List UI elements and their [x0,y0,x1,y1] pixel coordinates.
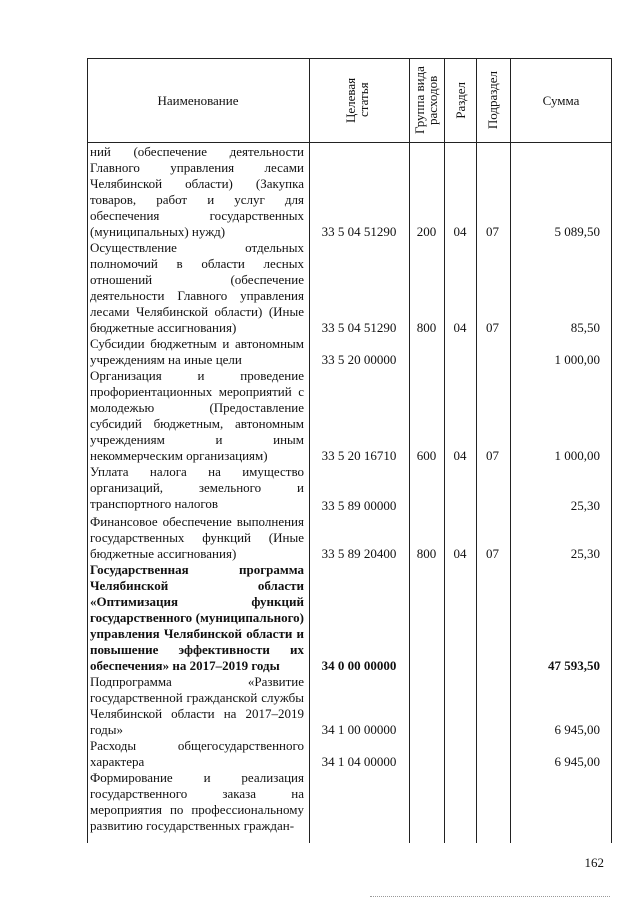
table-row-subsection: 07 [486,320,499,335]
table-row-subsection: 07 [486,224,499,239]
table-border-left [87,58,88,843]
header-section-cell [444,60,476,140]
page-number: 162 [584,855,604,870]
header-group-cell [409,60,444,140]
table-row-code: 33 5 89 00000 [321,498,397,513]
header-code-cell [310,60,408,140]
table-row-group: 600 [416,448,437,463]
table-row-subsection: 07 [486,448,499,463]
table-row-code: 33 5 20 00000 [321,352,397,367]
table-row-section: 04 [453,224,467,239]
table-row-name: Уплата налога на имущество организаций, земельного и транспортного налогов [90,464,304,511]
table-row-sum: 6 945,00 [554,722,600,737]
table-row-code: 34 0 00 00000 [321,658,397,673]
header-section: Раздел [452,81,468,119]
table-row-section: 04 [453,546,467,561]
table-row-name: Государственная программа Челябинской области «Оптимизация функций государственного (муниципального) управления Челябинской области и повышение эффективности их обеспечения» на 2017–2019 годы [90,562,304,673]
header-subsection: Подраздел [485,70,500,130]
header-sum: Сумма [542,93,580,108]
table-row-sum: 25,30 [570,546,600,561]
table-row-code: 33 5 20 16710 [321,448,397,463]
table-row-code: 33 5 04 51290 [321,320,397,335]
table-row-group: 800 [416,546,437,561]
header-subsection-cell [476,60,509,140]
header-code: Целевая статья [343,77,371,123]
table-row-code: 33 5 89 20400 [321,546,397,561]
footer-rule [370,896,610,897]
table-row-name: Организация и проведение профориентационных мероприятий с молодежью (Предоставление субсидий бюджетным, автономным учреждениям и иным некоммерческим организациям) [90,368,304,463]
table-row-sum: 47 593,50 [548,658,600,673]
table-border-top [87,58,612,59]
table-row-subsection: 07 [486,546,499,561]
table-row-sum: 5 089,50 [554,224,600,239]
table-row-sum: 25,30 [570,498,600,513]
table-row-name: Подпрограмма «Развитие государственной гражданской службы Челябинской области на 2017–2019 годы» [90,674,304,737]
table-border-right [611,58,612,843]
table-row-group: 800 [416,320,437,335]
table-row-sum: 1 000,00 [554,448,600,463]
table-row-group: 200 [416,224,437,239]
table-row-name: Финансовое обеспечение выполнения государственных функций (Иные бюджетные ассигнования) [90,514,304,561]
table-row-code: 34 1 04 00000 [321,754,397,769]
table-row-code: 34 1 00 00000 [321,722,397,737]
table-row-section: 04 [453,320,467,335]
header-group: Группа вида расходов [411,66,440,134]
table-row-name: ний (обеспечение деятельности Главного управления лесами Челябинской области) (Закупка товаров, работ и услуг для обеспечения государственных (муниципальных) нужд) [90,144,304,239]
table-row-sum: 6 945,00 [554,754,600,769]
table-row-name: Формирование и реализация государственного заказа на мероприятия по профессиональному развитию государственных граждан- [90,770,304,833]
table-row-name: Осуществление отдельных полномочий в области лесных отношений (обеспечение деятельности Главного управления лесами Челябинской области) (Иные бюджетные ассигнования) [90,240,304,335]
table-row-name: Субсидии бюджетным и автономным учреждениям на иные цели [90,336,304,367]
table-row-section: 04 [453,448,467,463]
header-divider [87,142,612,143]
table-row-code: 33 5 04 51290 [321,224,397,239]
table-row-name: Расходы общегосударственного характера [90,738,304,769]
table-row-sum: 85,50 [570,320,600,335]
header-name: Наименование [157,93,239,108]
table-row-sum: 1 000,00 [554,352,600,367]
